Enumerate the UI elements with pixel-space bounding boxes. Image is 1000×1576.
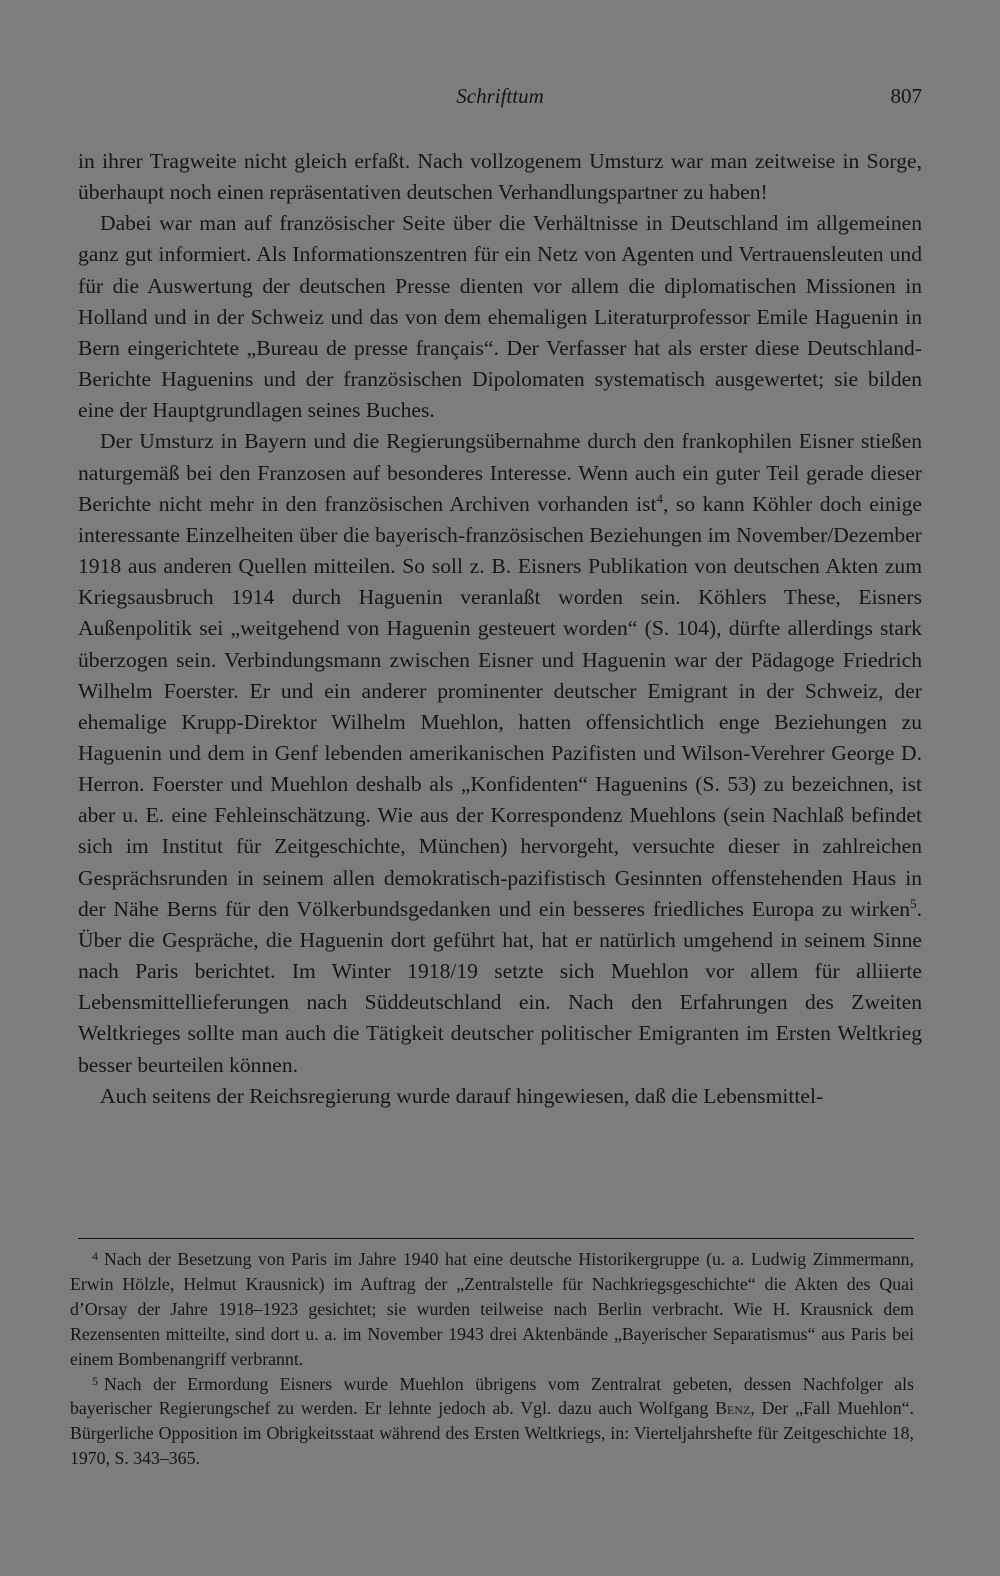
footnote-text: Nach der Besetzung von Paris im Jahre 1940 hat eine deutsche Historikergruppe (u. a. Ludwig Zimmermann, Erwin Hölzle, Helmut Krausnick) im Auftrag der „Zentralstelle für Nachkriegsgeschichte“ die Akten des Quai d’Orsay der Jahre 1918–1923 gesichtet; sie wurden teilweise nach Berlin verbracht. Wie H. Krausnick dem Rezensenten mitteilte, sind dort u. a. im November 1943 drei Aktenbände „Bayerischer Separatismus“ aus Paris bei einem Bombenangriff verbrannt. [70,1249,914,1369]
running-title: Schrifttum [456,84,544,108]
footnote [70,1372,914,1472]
paragraph-text: . Über die Gespräche, die Haguenin dort geführt hat, hat er natürlich umgehend in seinem Sinne nach Paris berichtet. Im Winter 1918/19 setzte sich Muehlon vor allem für alliierte Lebensmittellieferungen nach Süddeutschland ein. Nach den Erfahrungen des Zweiten Weltkrieges sollte man auch die Tätigkeit deutscher politischer Emigranten im Ersten Weltkrieg besser beurteilen können. [78,896,922,1077]
footnotes [70,1247,914,1471]
paragraph-continued: in ihrer Tragweite nicht gleich erfaßt. Nach vollzogenem Umsturz war man zeitweise in Sorge, überhaupt noch einen repräsentativen deutschen Verhandlungspartner zu haben! [78,149,922,205]
footnote-number: 4 [92,1249,98,1263]
running-head [78,80,922,112]
footnote-text: , Der „Fall Muehlon“. Bürgerliche Opposition im Obrigkeitsstaat während des Ersten Weltkriegs, in: Vierteljahrshefte für Zeitgeschichte 18, 1970, S. 343–365. [70,1398,914,1469]
footnote-reference[interactable]: 4 [656,490,663,506]
footnote [70,1247,914,1372]
paragraph-text: Der Umsturz in Bayern und die Regierungsübernahme durch den frankophilen Eisner stießen naturgemäß bei den Franzosen auf besonderes Interesse. Wenn auch ein guter Teil gerade dieser Berichte nicht mehr in den französischen Archiven vorhanden ist [78,429,922,516]
paragraph-bavaria-upheaval [78,426,922,1080]
body-text [78,146,922,1112]
page-number: 807 [890,84,922,108]
footnote-text: Nach der Ermordung Eisners wurde Muehlon übrigens vom Zentralrat gebeten, dessen Nachfolger als bayerischer Regierungschef zu werden. Er lehnte jedoch ab. Vgl. dazu auch Wolfgang [70,1373,914,1419]
footnote-number: 5 [92,1373,98,1388]
footnote-divider [78,1238,914,1239]
footnote-reference[interactable]: 5 [910,895,917,911]
footnote-author: Benz [715,1398,751,1419]
paragraph-information-centres: Dabei war man auf französischer Seite über die Verhältnisse in Deutschland im allgemeinen ganz gut informiert. Als Informationszentren für ein Netz von Agenten und Vertrauensleuten und für die Auswertung der deutschen Presse dienten vor allem die diplomatischen Missionen in Holland und in der Schweiz und das von dem ehemaligen Literaturprofessor Emile Haguenin in Bern eingerichtete „Bureau de presse français“. Der Verfasser hat als erster diese Deutschland-Berichte Haguenins und der französischen Dipolomaten systematisch ausgewertet; sie bilden eine der Hauptgrundlagen seines Buches. [78,211,922,423]
paragraph-reich-government: Auch seitens der Reichsregierung wurde darauf hingewiesen, daß die Lebensmittel- [100,1083,824,1108]
paragraph-text: , so kann Köhler doch einige interessante Einzelheiten über die bayerisch-französischen Beziehungen im November/Dezember 1918 aus anderen Quellen mitteilen. So soll z. B. Eisners Publikation von deutschen Akten zum Kriegsausbruch 1914 durch Haguenin veranlaßt worden sein. Köhlers These, Eisners Außenpolitik sei „weitgehend von Haguenin gesteuert worden“ (S. 104), dürfte allerdings stark überzogen sein. Verbindungsmann zwischen Eisner und Haguenin war der Pädagoge Friedrich Wilhelm Foerster. Er und ein anderer prominenter deutscher Emigrant in der Schweiz, der ehemalige Krupp-Direktor Wilhelm Muehlon, hatten offensichtlich enge Beziehungen zu Haguenin und dem in Genf lebenden amerikanischen Pazifisten und Wilson-Verehrer George D. Herron. Foerster und Muehlon deshalb als „Konfidenten“ Haguenins (S. 53) zu bezeichnen, ist aber u. E. eine Fehleinschätzung. Wie aus der Korrespondenz Muehlons (sein Nachlaß befindet sich im Institut für Zeitgeschichte, München) hervorgeht, versuchte dieser in zahlreichen Gesprächsrunden in seinem allen demokratisch-pazifistisch Gesinnten offenstehenden Haus in der Nähe Berns für den Völkerbundsgedanken und ein besseres friedliches Europa zu wirken [78,491,923,921]
